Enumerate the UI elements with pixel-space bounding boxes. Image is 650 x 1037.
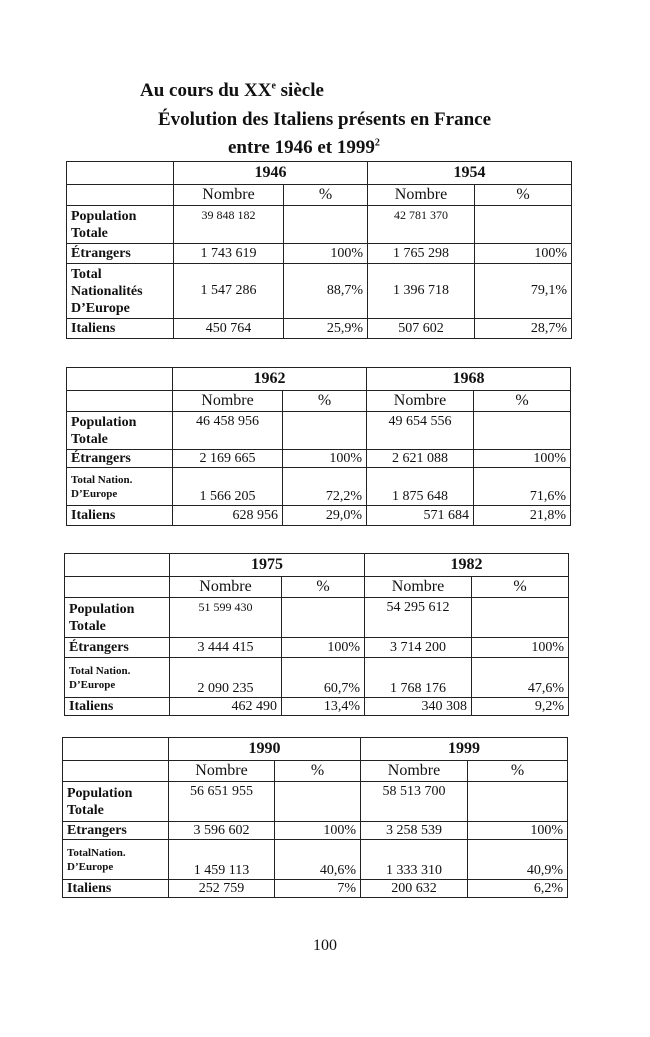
percent-cell: 100% <box>474 450 571 468</box>
table-row <box>65 658 569 698</box>
percent-cell: 100% <box>468 822 568 840</box>
column-header-row <box>67 185 572 206</box>
table-row <box>63 822 568 840</box>
column-header: % <box>468 761 568 782</box>
value-cell: 2 090 235 <box>170 658 282 698</box>
percent-cell <box>474 412 571 450</box>
heading-line-2: Évolution des Italiens présents en France <box>158 109 492 130</box>
table-1946-1954 <box>66 161 572 339</box>
row-label: Population Totale <box>67 412 173 450</box>
value-cell: 58 513 700 <box>361 782 468 822</box>
value-cell: 1 743 619 <box>174 244 284 264</box>
row-label: Étrangers <box>67 244 174 264</box>
percent-cell: 100% <box>275 822 361 840</box>
value-cell: 462 490 <box>170 698 282 716</box>
column-header: Nombre <box>368 185 475 206</box>
row-label: TotalNation. D’Europe <box>63 840 169 880</box>
value-cell: 1 547 286 <box>174 264 284 319</box>
table-row <box>67 412 571 450</box>
year-header-row <box>65 554 569 577</box>
value-cell: 1 333 310 <box>361 840 468 880</box>
year-label: 1946 <box>174 162 368 185</box>
column-header: % <box>475 185 572 206</box>
value-cell: 49 654 556 <box>367 412 474 450</box>
value-cell: 3 596 602 <box>169 822 275 840</box>
column-header: % <box>282 577 365 598</box>
row-label: Italiens <box>65 698 170 716</box>
table-1975-1982 <box>64 553 569 716</box>
value-cell: 1 875 648 <box>367 468 474 506</box>
percent-cell: 100% <box>472 638 569 658</box>
column-header: Nombre <box>367 391 474 412</box>
percent-cell <box>475 206 572 244</box>
value-cell: 1 396 718 <box>368 264 475 319</box>
value-cell: 340 308 <box>365 698 472 716</box>
table-1990-1999 <box>62 737 568 898</box>
column-header: % <box>275 761 361 782</box>
table-row <box>67 319 572 339</box>
percent-cell: 47,6% <box>472 658 569 698</box>
value-cell: 1 566 205 <box>173 468 283 506</box>
row-label: Total Nation. D’Europe <box>67 468 173 506</box>
percent-cell: 28,7% <box>475 319 572 339</box>
year-header-row <box>67 162 572 185</box>
column-header: % <box>472 577 569 598</box>
row-label: Population Totale <box>63 782 169 822</box>
column-header: % <box>283 391 367 412</box>
column-header-row <box>65 577 569 598</box>
value-cell: 3 444 415 <box>170 638 282 658</box>
year-header-row <box>63 738 568 761</box>
year-label: 1975 <box>170 554 365 577</box>
percent-cell: 13,4% <box>282 698 365 716</box>
table-row <box>63 782 568 822</box>
table-row <box>65 698 569 716</box>
column-header: Nombre <box>169 761 275 782</box>
percent-cell: 40,9% <box>468 840 568 880</box>
column-header: Nombre <box>365 577 472 598</box>
value-cell: 42 781 370 <box>368 206 475 244</box>
table-row <box>67 244 572 264</box>
row-label: Population Totale <box>65 598 170 638</box>
value-cell: 2 169 665 <box>173 450 283 468</box>
heading-line-1: Au cours du XXe siècle <box>140 80 324 101</box>
percent-cell: 60,7% <box>282 658 365 698</box>
row-label: Italiens <box>67 506 173 526</box>
value-cell: 51 599 430 <box>170 598 282 638</box>
row-label: Italiens <box>67 319 174 339</box>
table-row <box>65 598 569 638</box>
row-label: Étrangers <box>67 450 173 468</box>
column-header: % <box>284 185 368 206</box>
row-label: Population Totale <box>67 206 174 244</box>
percent-cell: 25,9% <box>284 319 368 339</box>
percent-cell: 100% <box>284 244 368 264</box>
column-header: % <box>474 391 571 412</box>
percent-cell: 7% <box>275 880 361 898</box>
percent-cell: 100% <box>475 244 572 264</box>
column-header: Nombre <box>174 185 284 206</box>
year-label: 1962 <box>173 368 367 391</box>
column-header-row <box>63 761 568 782</box>
table-row <box>67 206 572 244</box>
row-label: Étrangers <box>65 638 170 658</box>
percent-cell <box>283 412 367 450</box>
percent-cell: 40,6% <box>275 840 361 880</box>
value-cell: 200 632 <box>361 880 468 898</box>
percent-cell: 79,1% <box>475 264 572 319</box>
value-cell: 2 621 088 <box>367 450 474 468</box>
row-label: Etrangers <box>63 822 169 840</box>
value-cell: 46 458 956 <box>173 412 283 450</box>
percent-cell: 100% <box>283 450 367 468</box>
column-header: Nombre <box>170 577 282 598</box>
percent-cell: 9,2% <box>472 698 569 716</box>
value-cell: 3 258 539 <box>361 822 468 840</box>
percent-cell: 29,0% <box>283 506 367 526</box>
percent-cell: 21,8% <box>474 506 571 526</box>
percent-cell <box>284 206 368 244</box>
year-label: 1982 <box>365 554 569 577</box>
table-row <box>65 638 569 658</box>
table-row <box>67 450 571 468</box>
table-row <box>63 880 568 898</box>
percent-cell: 100% <box>282 638 365 658</box>
value-cell: 1 459 113 <box>169 840 275 880</box>
value-cell: 1 765 298 <box>368 244 475 264</box>
value-cell: 56 651 955 <box>169 782 275 822</box>
year-label: 1954 <box>368 162 572 185</box>
row-label: Total Nation. D’Europe <box>65 658 170 698</box>
percent-cell: 6,2% <box>468 880 568 898</box>
percent-cell <box>282 598 365 638</box>
year-label: 1990 <box>169 738 361 761</box>
table-row <box>67 468 571 506</box>
value-cell: 3 714 200 <box>365 638 472 658</box>
percent-cell <box>275 782 361 822</box>
year-label: 1968 <box>367 368 571 391</box>
table-row <box>67 264 572 319</box>
value-cell: 450 764 <box>174 319 284 339</box>
value-cell: 39 848 182 <box>174 206 284 244</box>
year-header-row <box>67 368 571 391</box>
column-header: Nombre <box>361 761 468 782</box>
column-header: Nombre <box>173 391 283 412</box>
year-label: 1999 <box>361 738 568 761</box>
value-cell: 628 956 <box>173 506 283 526</box>
table-row <box>63 840 568 880</box>
value-cell: 54 295 612 <box>365 598 472 638</box>
value-cell: 571 684 <box>367 506 474 526</box>
percent-cell: 72,2% <box>283 468 367 506</box>
value-cell: 1 768 176 <box>365 658 472 698</box>
page-number: 100 <box>313 937 337 954</box>
column-header-row <box>67 391 571 412</box>
row-label: Total Nationalités D’Europe <box>67 264 174 319</box>
percent-cell: 71,6% <box>474 468 571 506</box>
row-label: Italiens <box>63 880 169 898</box>
table-1962-1968 <box>66 367 571 526</box>
percent-cell <box>468 782 568 822</box>
table-row <box>67 506 571 526</box>
percent-cell: 88,7% <box>284 264 368 319</box>
value-cell: 507 602 <box>368 319 475 339</box>
heading-line-3: entre 1946 et 1999$^2$ <box>228 137 380 158</box>
value-cell: 252 759 <box>169 880 275 898</box>
percent-cell <box>472 598 569 638</box>
